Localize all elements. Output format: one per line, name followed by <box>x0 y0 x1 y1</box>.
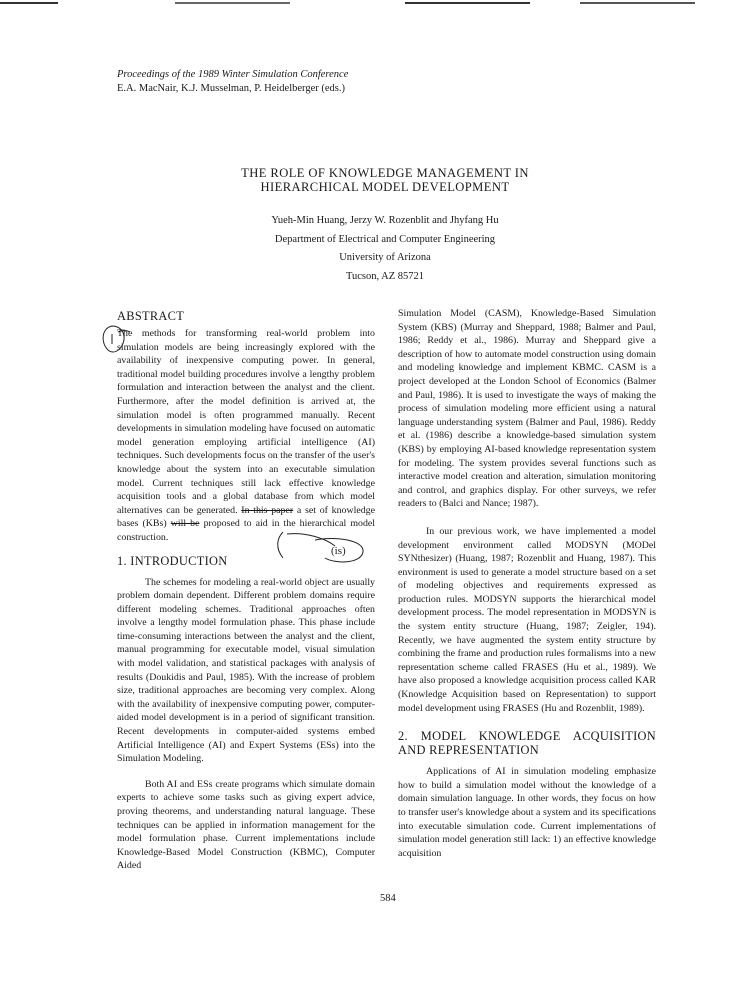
scan-edge-mark <box>0 2 58 4</box>
scan-edge-mark <box>175 2 290 4</box>
intro-paragraph-2: Both AI and ESs create programs which simulate domain experts to achieve some tasks such as giving expert advice, proving theorems, and understanding natural language. These techniques can be applied in information management for the model formulation phase. Current implementations include Knowledge-Based Model Construction (KBMC), Computer Aided <box>117 778 375 872</box>
title-line-1: THE ROLE OF KNOWLEDGE MANAGEMENT IN <box>241 166 529 180</box>
abstract-heading: ABSTRACT <box>117 309 185 323</box>
section-2-paragraph-1: Applications of AI in simulation modeling emphasize how to build a simulation model without the knowledge of a domain simulation language. In other words, they focus on how to transfer user's knowledge about a system and its specifications into executable simulation code. Current implementations of simulation model generation still lack: 1) an effective knowledge acquisition <box>398 766 656 859</box>
scan-edge-mark <box>405 2 530 4</box>
location: Tucson, AZ 85721 <box>345 270 425 282</box>
section-1-heading: 1. INTRODUCTION <box>117 553 228 568</box>
abstract-struck-text-2: will be <box>170 518 200 530</box>
author-block <box>200 212 570 286</box>
intro-paragraph-3: In our previous work, we have implemented a model development environment called MODSYN (MODel SYNthesizer) (Huang, 1987; Rozenblit and Huang, 1987). This environment is used to generate a model structure based on a set of modeling objectives and requirements expressed as production rules. MODSYN supports the hierarchical model development process. The model representation in MODSYN is the system entity structure (Huang, 1987; Zeigler, 194). Recently, we have augmented the system entity structure by combining the frame and production rules formalisms into a new representation scheme called FRASES (Hu et al., 1989). We have also proposed a knowledge acquisition process called KAR (Knowledge Acquisition based on Representation) to support model development using FRASES (Hu and Rozenblit, 1989). <box>398 525 656 714</box>
department: Department of Electrical and Computer Engineering <box>274 233 496 245</box>
authors: Yueh-Min Huang, Jerzy W. Rozenblit and Jhyfang Hu <box>271 215 499 226</box>
proceedings-editors: E.A. MacNair, K.J. Musselman, P. Heidelberger (eds.) <box>117 83 346 94</box>
section-2-heading: 2. MODEL KNOWLEDGE ACQUISITION AND REPRESENTATION <box>398 729 656 758</box>
handwritten-margin-circle-icon <box>98 322 138 358</box>
proceedings-title: Proceedings of the 1989 Winter Simulation Conference <box>117 69 349 80</box>
left-column <box>117 309 375 873</box>
abstract-text-b: a set of knowledge bases (KBs) <box>117 504 375 530</box>
intro-paragraph-1: The schemes for modeling a real-world object are usually problem domain dependent. Different problem domains require different modeling schemes. Traditional approaches often involve a lengthy model formulation phase. This phase include time-consuming interactions between the analyst and the client, manual programming for executable model, visual simulation with model validation, and statistical packages with analysis of results (Doukidis and Paul, 1985). With the increase of problem size, traditional approaches are becoming very complex. Along with the availability of inexpensive computing power, computer-aided model development is in a period of significant transition. Recent developments in computer-aided systems embed Artificial Intelligence (AI) and Expert Systems (ESs) into the Simulation Modeling. <box>117 576 375 765</box>
university: University of Arizona <box>339 252 431 263</box>
proceedings-header <box>117 68 348 96</box>
abstract-body <box>117 327 375 545</box>
intro-paragraph-2-continued: Simulation Model (CASM), Knowledge-Based Simulation System (KBS) (Murray and Sheppard, 1988; Balmer and Paul, 1986; Reddy et al., 1986). Murray and Sheppard give a description of how to automate model construction using domain and modeling knowledge and implement KBMC. CASM is a project developed at the London School of Economics (Balmer and Paul, 1986). It is used to investigate the ways of making the process of simulation modeling more efficient using a natural language understanding system (Balmer and Paul, 1986). Reddy et al. (1986) describe a knowledge-based simulation system (KBS) by employing AI-based knowledge representation system for modeling. The system provides several functions such as interactive model creation and alteration, simulation monitoring and control, and graphics display. For other surveys, we refer readers to (Balci and Nance; 1987). <box>398 308 656 510</box>
paper-title <box>200 166 570 194</box>
handwritten-insert-text: (is) <box>331 545 346 557</box>
right-column <box>398 307 656 860</box>
title-line-2: HIERARCHICAL MODEL DEVELOPMENT <box>260 180 510 194</box>
abstract-text-c: proposed to aid in the hierarchical model construction. <box>117 518 376 543</box>
abstract-text-a: The methods for transforming real-world problem into simulation models are being increasingly explored with the availability of inexpensive computing power. In general, traditional model building procedures involve a lengthy problem formulation and interaction between the analyst and the client. Furthermore, after the model definition is arrived at, the simulation model is often programmed manually. Recent developments in simulation modeling have focused on automatic model generation employing artificial intelligence (AI) techniques. Such developments focus on the transfer of the user's knowledge about the system into an executable simulation model. Current techniques still lack effective knowledge acquisition tools and a global database from which model alternatives can be generated. <box>117 328 375 516</box>
abstract-struck-text-1: In this paper <box>241 504 294 516</box>
scan-edge-mark <box>580 2 695 4</box>
page-number: 584 <box>380 893 396 904</box>
handwritten-insert-mark-icon <box>265 528 375 568</box>
